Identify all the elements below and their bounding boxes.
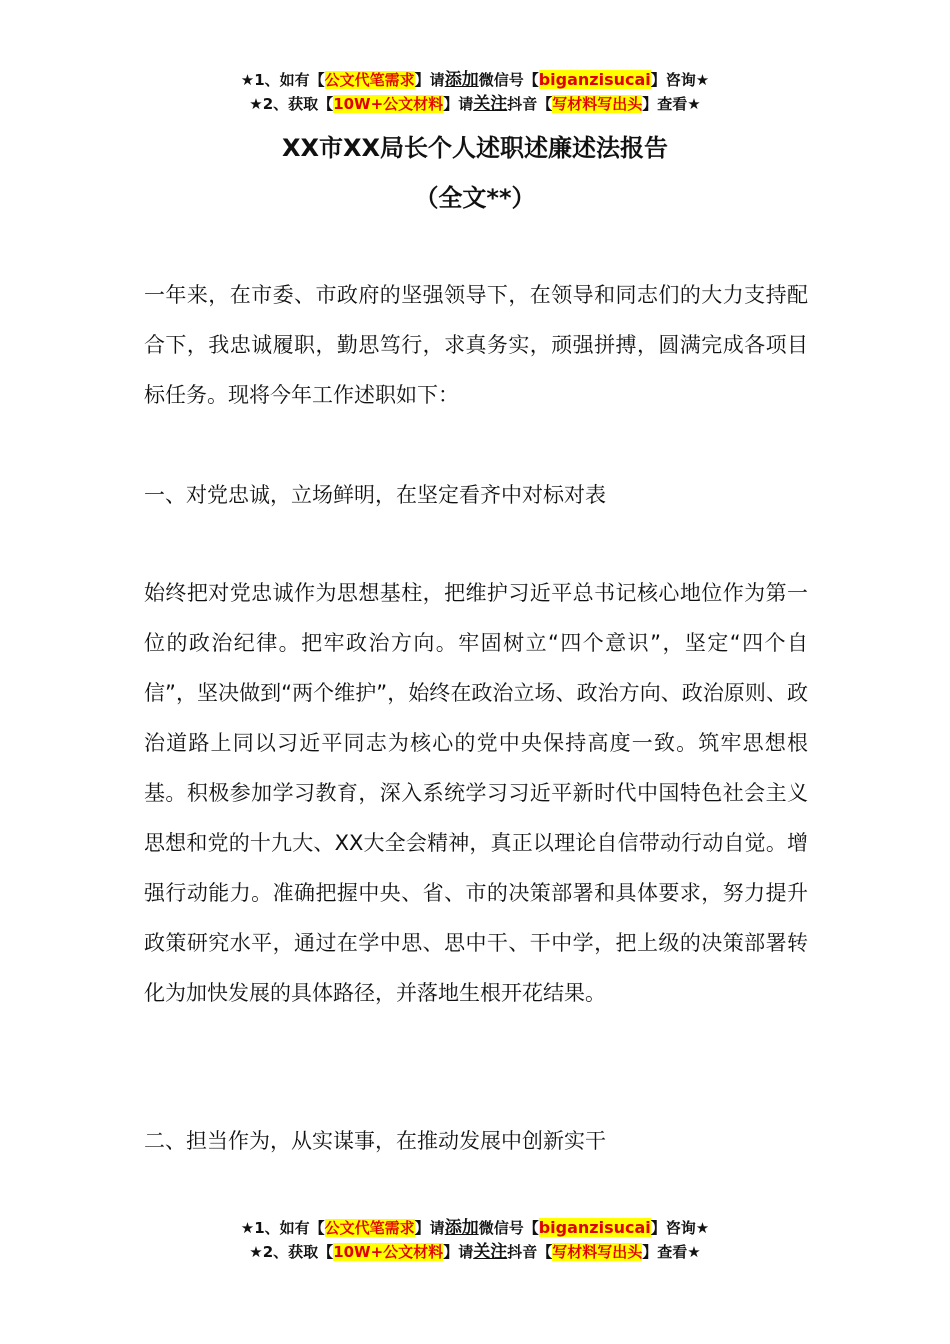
promo-wechat-id: biganzisucai — [538, 1218, 651, 1237]
promo-text: 微信号【 — [478, 71, 539, 89]
promo-douyin-name: 写材料写出头 — [552, 1243, 643, 1261]
section-heading-2: 二、担当作为，从实谋事，在推动发展中创新实干 — [144, 1129, 606, 1153]
intro-paragraph: 一年来，在市委、市政府的坚强领导下，在领导和同志们的大力支持配合下，我忠诚履职，勤思笃行，求真务实，顽强拼搏，圆满完成各项目标任务。现将今年工作述职如下： — [144, 283, 808, 407]
promo-highlight-materials: 10W+公文材料 — [333, 1243, 444, 1261]
document-subtitle: （全文**） — [414, 184, 536, 212]
promo-text: 抖音【 — [507, 95, 553, 113]
section-1-paragraph: 始终把对党忠诚作为思想基柱，把维护习近平总书记核心地位作为第一位的政治纪律。把牢政治方向。牢固树立“四个意识”，坚定“四个自信”，坚决做到“两个维护”，始终在政治立场、政治方向、政治原则、政治道路上同以习近平同志为核心的党中央保持高度一致。筑牢思想根基。积极参加学习教育，深入系统学习习近平新时代中国特色社会主义思想和党的十九大、XX大全会精神，真正以理论自信带动行动自觉。增强行动能力。准确把握中央、省、市的决策部署和具体要求，努力提升政策研究水平，通过在学中思、思中干、干中学，把上级的决策部署转化为加快发展的具体路径，并落地生根开花结果。 — [144, 581, 808, 1005]
promo-banner-top — [0, 68, 950, 116]
promo-text: 】请 — [443, 1243, 474, 1261]
promo-wechat-id: biganzisucai — [538, 70, 651, 89]
promo-text: ★1、如有【 — [240, 1219, 325, 1237]
promo-text: 】请 — [443, 95, 474, 113]
promo-text: 抖音【 — [507, 1243, 553, 1261]
promo-highlight-service: 公文代笔需求 — [324, 71, 415, 89]
promo-line-1 — [0, 68, 950, 92]
promo-underline-follow: 关注 — [473, 1242, 508, 1262]
promo-text: 】咨询★ — [650, 71, 710, 89]
promo-underline-follow: 关注 — [473, 94, 508, 114]
promo-text: 】查看★ — [642, 95, 701, 113]
promo-douyin-name: 写材料写出头 — [552, 95, 643, 113]
promo-highlight-materials: 10W+公文材料 — [333, 95, 444, 113]
promo-line-2 — [0, 1240, 950, 1264]
promo-text: 】查看★ — [642, 1243, 701, 1261]
promo-line-1 — [0, 1216, 950, 1240]
promo-text: 】请 — [414, 1219, 445, 1237]
promo-text: ★2、获取【 — [249, 95, 334, 113]
document-title: XX市XX局长个人述职述廉述法报告 — [281, 134, 668, 162]
promo-text: 】请 — [414, 71, 445, 89]
promo-banner-bottom — [0, 1216, 950, 1264]
promo-underline-add: 添加 — [444, 70, 479, 90]
promo-text: 微信号【 — [478, 1219, 539, 1237]
section-heading-1: 一、对党忠诚，立场鲜明，在坚定看齐中对标对表 — [144, 483, 606, 507]
promo-highlight-service: 公文代笔需求 — [324, 1219, 415, 1237]
promo-line-2 — [0, 92, 950, 116]
promo-text: ★1、如有【 — [240, 71, 325, 89]
promo-underline-add: 添加 — [444, 1218, 479, 1238]
promo-text: 】咨询★ — [650, 1219, 710, 1237]
promo-text: ★2、获取【 — [249, 1243, 334, 1261]
